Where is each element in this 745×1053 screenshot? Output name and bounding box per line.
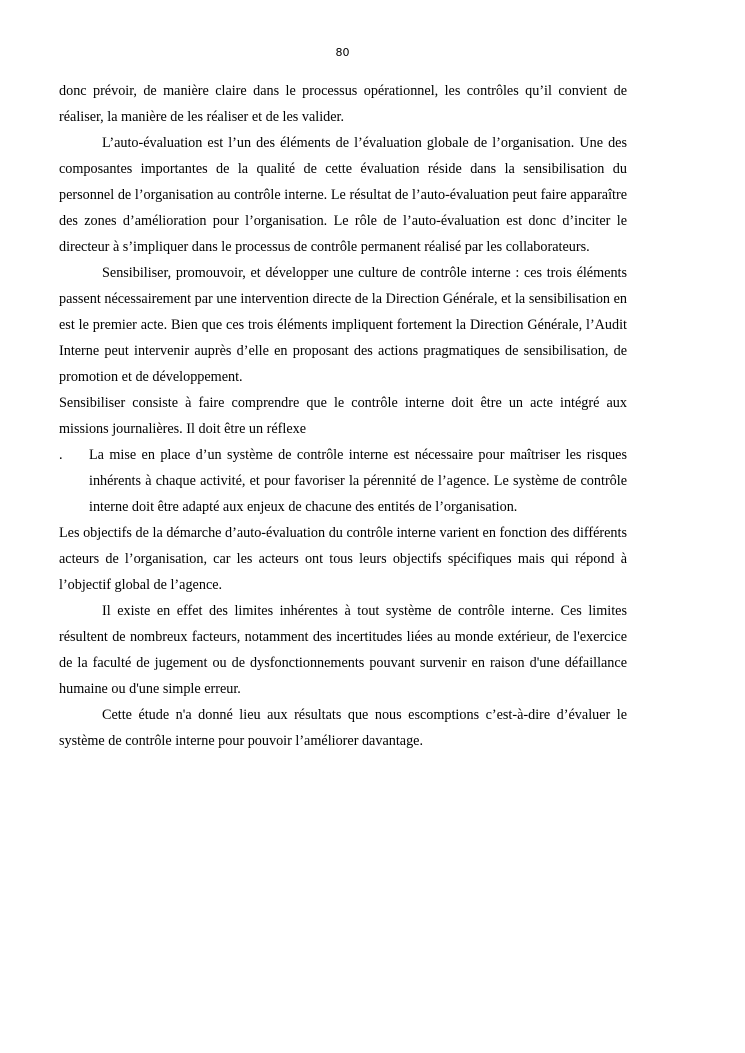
leading-dot: . — [59, 447, 63, 463]
paragraph-limites: Il existe en effet des limites inhérentes à tout système de contrôle interne. Ces limites résultent de nombreux facteurs, notamment des incertitudes liées au monde extérieur, de l'exercice de la faculté de jugement ou de dysfonctionnements pouvant survenir en raison d'une défaillance humaine ou d'une simple erreur. — [59, 603, 627, 697]
paragraph-continuation: donc prévoir, de manière claire dans le processus opérationnel, les contrôles qu’il convient de réaliser, la manière de les réaliser et de les valider. — [59, 83, 627, 125]
paragraph-conclusion: Cette étude n'a donné lieu aux résultats que nous escomptions c’est-à-dire d’évaluer le système de contrôle interne pour pouvoir l’améliorer davantage. — [59, 707, 627, 749]
paragraph-objectifs: Les objectifs de la démarche d’auto-évaluation du contrôle interne varient en fonction des différents acteurs de l’organisation, car les acteurs ont tous leurs objectifs spécifiques mais qui répond à l’objectif global de l’agence. — [59, 525, 627, 593]
paragraph-sensibiliser-consiste: Sensibiliser consiste à faire comprendre que le contrôle interne doit être un acte intégré aux missions journalières. Il doit être un réflexe — [59, 395, 627, 437]
paragraph-sensibiliser-promouvoir: Sensibiliser, promouvoir, et développer une culture de contrôle interne : ces trois éléments passent nécessairement par une intervention directe de la Direction Générale, et la sensibilisation en est le premier acte. Bien que ces trois éléments impliquent fortement la Direction Générale, l’Audit Interne peut intervenir auprès d’elle en proposant des actions pragmatiques de sensibilisation, de promotion et de développement. — [59, 265, 627, 385]
paragraph-auto-evaluation: L’auto-évaluation est l’un des éléments de l’évaluation globale de l’organisation. Une des composantes importantes de la qualité de cette évaluation réside dans la sensibilisation du personnel de l’organisation au contrôle interne. Le résultat de l’auto-évaluation peut faire apparaître des zones d’amélioration pour l’organisation. Le rôle de l’auto-évaluation est donc d’inciter le directeur à s’impliquer dans le processus de contrôle permanent réalisé par les collaborateurs. — [59, 135, 627, 255]
document-body — [59, 78, 627, 754]
paragraph-mise-en-place — [59, 442, 627, 520]
paragraph-mise-en-place-text: La mise en place d’un système de contrôle interne est nécessaire pour maîtriser les risques inhérents à chaque activité, et pour favoriser la pérennité de l’agence. Le système de contrôle interne doit être adapté aux enjeux de chacune des entités de l’organisation. — [89, 447, 627, 515]
page-number: 80 — [335, 46, 350, 59]
